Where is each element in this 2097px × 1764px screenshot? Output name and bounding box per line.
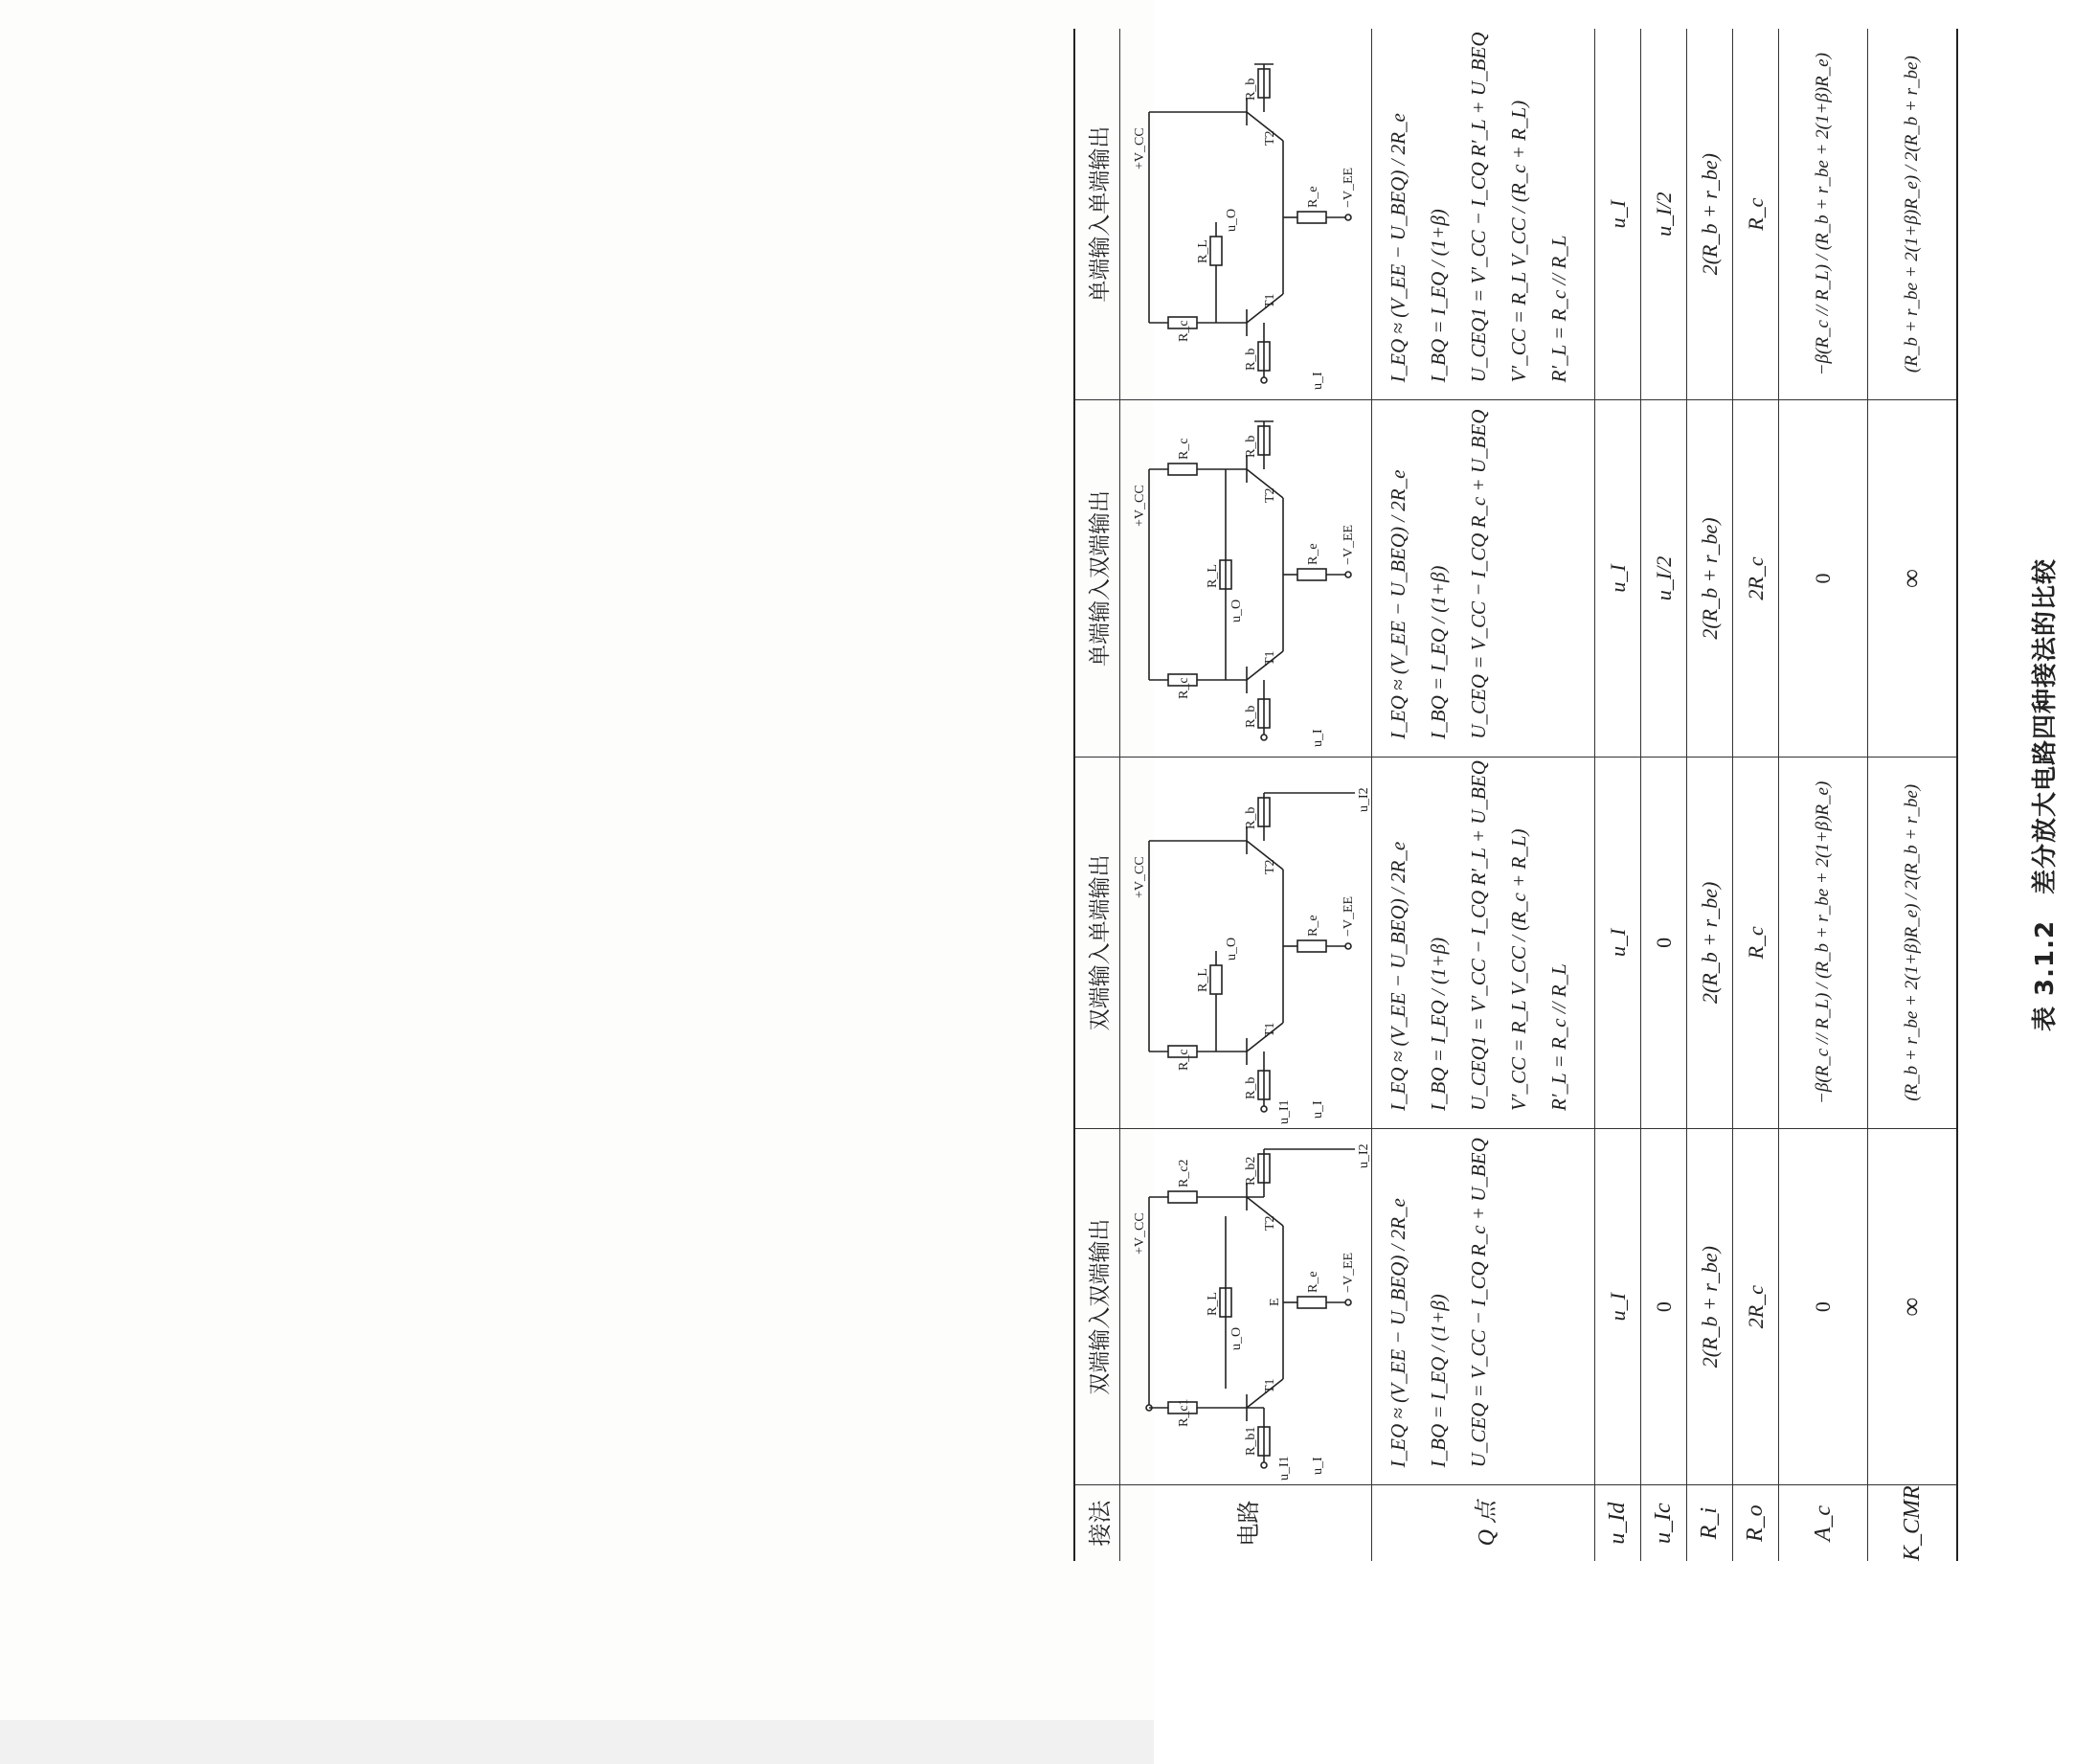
q4-ieq: I_EQ ≈ (V_EE − U_BEQ) / 2R_e: [1386, 113, 1409, 383]
rl-label: R_L: [1206, 1292, 1220, 1317]
q3-uceq: U_CEQ = V_CC − I_CQ R_c + U_BEQ: [1466, 409, 1490, 739]
kcmr-row: [1868, 29, 1958, 1561]
kcmr-row-label: K_CMR: [1899, 1485, 1925, 1561]
ro-cell-3: 2R_c: [1733, 400, 1779, 757]
q2-ibq: I_BQ = I_EQ / (1+β): [1426, 937, 1450, 1111]
ui-label: u_I: [1311, 1457, 1325, 1476]
viewer-bottom-strip: [0, 1720, 1154, 1764]
uid-row-label: u_Id: [1605, 1502, 1630, 1545]
ui2-label-2: u_I2: [1357, 787, 1371, 812]
rb1-label: R_b1: [1244, 1426, 1258, 1457]
q2-uceq1: U_CEQ1 = V′_CC − I_CQ R′_L + U_BEQ: [1466, 760, 1490, 1111]
ac-cell-1: 0: [1779, 1128, 1868, 1484]
q4-ibq: I_BQ = I_EQ / (1+β): [1426, 209, 1450, 383]
q1-uceq: U_CEQ = V_CC − I_CQ R_c + U_BEQ: [1466, 1138, 1490, 1468]
q-cell-3: [1372, 400, 1595, 757]
rl-label-3: R_L: [1206, 563, 1220, 588]
header-col-3: 单端输入双端输出: [1074, 400, 1120, 757]
rl-label-4: R_L: [1196, 239, 1210, 264]
rb-label-3b: R_b: [1244, 435, 1258, 458]
kcmr-cell-2: (R_b + r_be + 2(1+β)R_e) / 2(R_b + r_be): [1868, 757, 1958, 1128]
ro-cell-4: R_c: [1733, 29, 1779, 400]
uid-cell-1: u_I: [1595, 1128, 1641, 1484]
q3-ibq: I_BQ = I_EQ / (1+β): [1426, 565, 1450, 739]
vee-label-4: −V_EE: [1342, 168, 1356, 209]
uo-label-3: u_O: [1229, 599, 1244, 622]
rb-label-2a: R_b: [1244, 1076, 1258, 1099]
rb-label-2b: R_b: [1244, 806, 1258, 829]
vcc-label: +V_CC: [1133, 1212, 1147, 1255]
vee-label-2: −V_EE: [1342, 895, 1356, 937]
header-col-4: 单端输入单端输出: [1074, 29, 1120, 400]
e-label: E: [1268, 1298, 1282, 1307]
comparison-table: [1073, 29, 1958, 1561]
uid-cell-3: u_I: [1595, 400, 1641, 757]
uic-row: [1641, 29, 1687, 1561]
q4-vcc-prime: V′_CC = R_L V_CC / (R_c + R_L): [1506, 100, 1530, 383]
vee-label-3: −V_EE: [1342, 524, 1356, 565]
uid-row: [1595, 29, 1641, 1561]
ac-cell-3: 0: [1779, 400, 1868, 757]
kcmr-cell-1: ∞: [1868, 1128, 1958, 1484]
rb-label-3a: R_b: [1244, 705, 1258, 728]
q-cell-4: [1372, 29, 1595, 400]
ro-row-label: R_o: [1743, 1504, 1768, 1542]
uic-row-label: u_Ic: [1651, 1503, 1676, 1544]
uic-cell-4: u_I/2: [1641, 29, 1687, 400]
t2-label-2: T2: [1263, 859, 1277, 874]
uic-cell-1: 0: [1641, 1128, 1687, 1484]
re-label-2: R_e: [1306, 915, 1320, 937]
circuit-1-cell: [1120, 1128, 1372, 1484]
q-cell-1: [1372, 1128, 1595, 1484]
uid-cell-4: u_I: [1595, 29, 1641, 400]
ui-label-3: u_I: [1311, 729, 1325, 747]
ac-cell-4: −β(R_c // R_L) / (R_b + r_be + 2(1+β)R_e): [1779, 29, 1868, 400]
rl-label-2: R_L: [1196, 968, 1210, 992]
circuit-2-cell: [1120, 757, 1372, 1128]
t2-label-3: T2: [1263, 487, 1277, 503]
rotated-document: [1048, 29, 2097, 1561]
circuit-1-diagram: [1120, 1132, 1371, 1484]
q2-ieq: I_EQ ≈ (V_EE − U_BEQ) / 2R_e: [1386, 841, 1409, 1111]
ui1-label: u_I1: [1277, 1456, 1292, 1481]
ri-cell-3: 2(R_b + r_be): [1687, 400, 1733, 757]
t2-label: T2: [1263, 1215, 1277, 1232]
t1-label-4: T1: [1263, 293, 1277, 309]
t1-label-2: T1: [1263, 1022, 1277, 1037]
ri-cell-4: 2(R_b + r_be): [1687, 29, 1733, 400]
uic-cell-2: 0: [1641, 757, 1687, 1128]
vcc-label-4: +V_CC: [1133, 127, 1147, 170]
ri-row-label: R_i: [1697, 1507, 1722, 1540]
ac-row: [1779, 29, 1868, 1561]
rb-label-4a: R_b: [1244, 348, 1258, 372]
circuit-row: [1120, 29, 1372, 1561]
rb2-label: R_b2: [1244, 1156, 1258, 1187]
uic-cell-3: u_I/2: [1641, 400, 1687, 757]
ui2-label: u_I2: [1357, 1143, 1371, 1169]
ri-cell-2: 2(R_b + r_be): [1687, 757, 1733, 1128]
uo-label: u_O: [1229, 1327, 1244, 1351]
kcmr-cell-4: (R_b + r_be + 2(1+β)R_e) / 2(R_b + r_be): [1868, 29, 1958, 400]
circuit-2-diagram: [1120, 776, 1371, 1128]
table-title: 表 3.1.2 差分放大电路四种接法的比较: [2031, 557, 2060, 1032]
kcmr-cell-3: ∞: [1868, 400, 1958, 757]
q2-vcc-prime: V′_CC = R_L V_CC / (R_c + R_L): [1506, 828, 1530, 1111]
rc-label-4: R_c: [1177, 320, 1191, 343]
circuit-4-cell: [1120, 29, 1372, 400]
header-row-label: 接法: [1086, 1500, 1114, 1547]
rc-label-2: R_c: [1177, 1049, 1191, 1071]
ui1-label-2: u_I1: [1277, 1099, 1292, 1124]
header-col-2: 双端输入单端输出: [1074, 757, 1120, 1128]
ui-label-4: u_I: [1311, 372, 1325, 391]
ri-cell-1: 2(R_b + r_be): [1687, 1128, 1733, 1484]
circuit-row-label: 电路: [1236, 1500, 1262, 1547]
re-label: R_e: [1306, 1271, 1320, 1294]
ri-row: [1687, 29, 1733, 1561]
rb-label-4b: R_b: [1244, 78, 1258, 102]
ac-cell-2: −β(R_c // R_L) / (R_b + r_be + 2(1+β)R_e): [1779, 757, 1868, 1128]
q-row-label: Q 点: [1474, 1501, 1499, 1547]
t1-label-3: T1: [1263, 650, 1277, 666]
rc-label-3a: R_c: [1177, 677, 1191, 699]
vcc-label-2: +V_CC: [1133, 856, 1147, 898]
ro-row: [1733, 29, 1779, 1561]
ro-cell-2: R_c: [1733, 757, 1779, 1128]
q-point-row: [1372, 29, 1595, 1561]
t2-label-4: T2: [1263, 130, 1277, 147]
ro-cell-1: 2R_c: [1733, 1128, 1779, 1484]
ui-label-2: u_I: [1311, 1100, 1325, 1119]
t1-label: T1: [1263, 1378, 1277, 1394]
header-row: [1074, 29, 1120, 1561]
uid-cell-2: u_I: [1595, 757, 1641, 1128]
vee-label: −V_EE: [1342, 1253, 1356, 1294]
q1-ieq: I_EQ ≈ (V_EE − U_BEQ) / 2R_e: [1386, 1198, 1409, 1468]
q4-uceq1: U_CEQ1 = V′_CC − I_CQ R′_L + U_BEQ: [1466, 32, 1490, 383]
circuit-3-cell: [1120, 400, 1372, 757]
rc2-label: R_c2: [1177, 1159, 1191, 1188]
uo-label-4: u_O: [1225, 209, 1239, 233]
rc1-label: R_c1: [1177, 1398, 1191, 1428]
circuit-4-diagram: [1120, 47, 1371, 399]
q3-ieq: I_EQ ≈ (V_EE − U_BEQ) / 2R_e: [1386, 469, 1409, 739]
ac-row-label: A_c: [1810, 1505, 1836, 1542]
circuit-3-diagram: [1120, 404, 1371, 757]
re-label-3: R_e: [1306, 543, 1320, 565]
q-cell-2: [1372, 757, 1595, 1128]
q1-ibq: I_BQ = I_EQ / (1+β): [1426, 1294, 1450, 1468]
q2-rl-prime: R′_L = R_c // R_L: [1546, 963, 1570, 1111]
vcc-label-3: +V_CC: [1133, 485, 1147, 527]
q4-rl-prime: R′_L = R_c // R_L: [1546, 235, 1570, 383]
re-label-4: R_e: [1306, 186, 1320, 209]
header-col-1: 双端输入双端输出: [1074, 1128, 1120, 1484]
rc-label-3b: R_c: [1177, 438, 1191, 460]
uo-label-2: u_O: [1225, 937, 1239, 961]
